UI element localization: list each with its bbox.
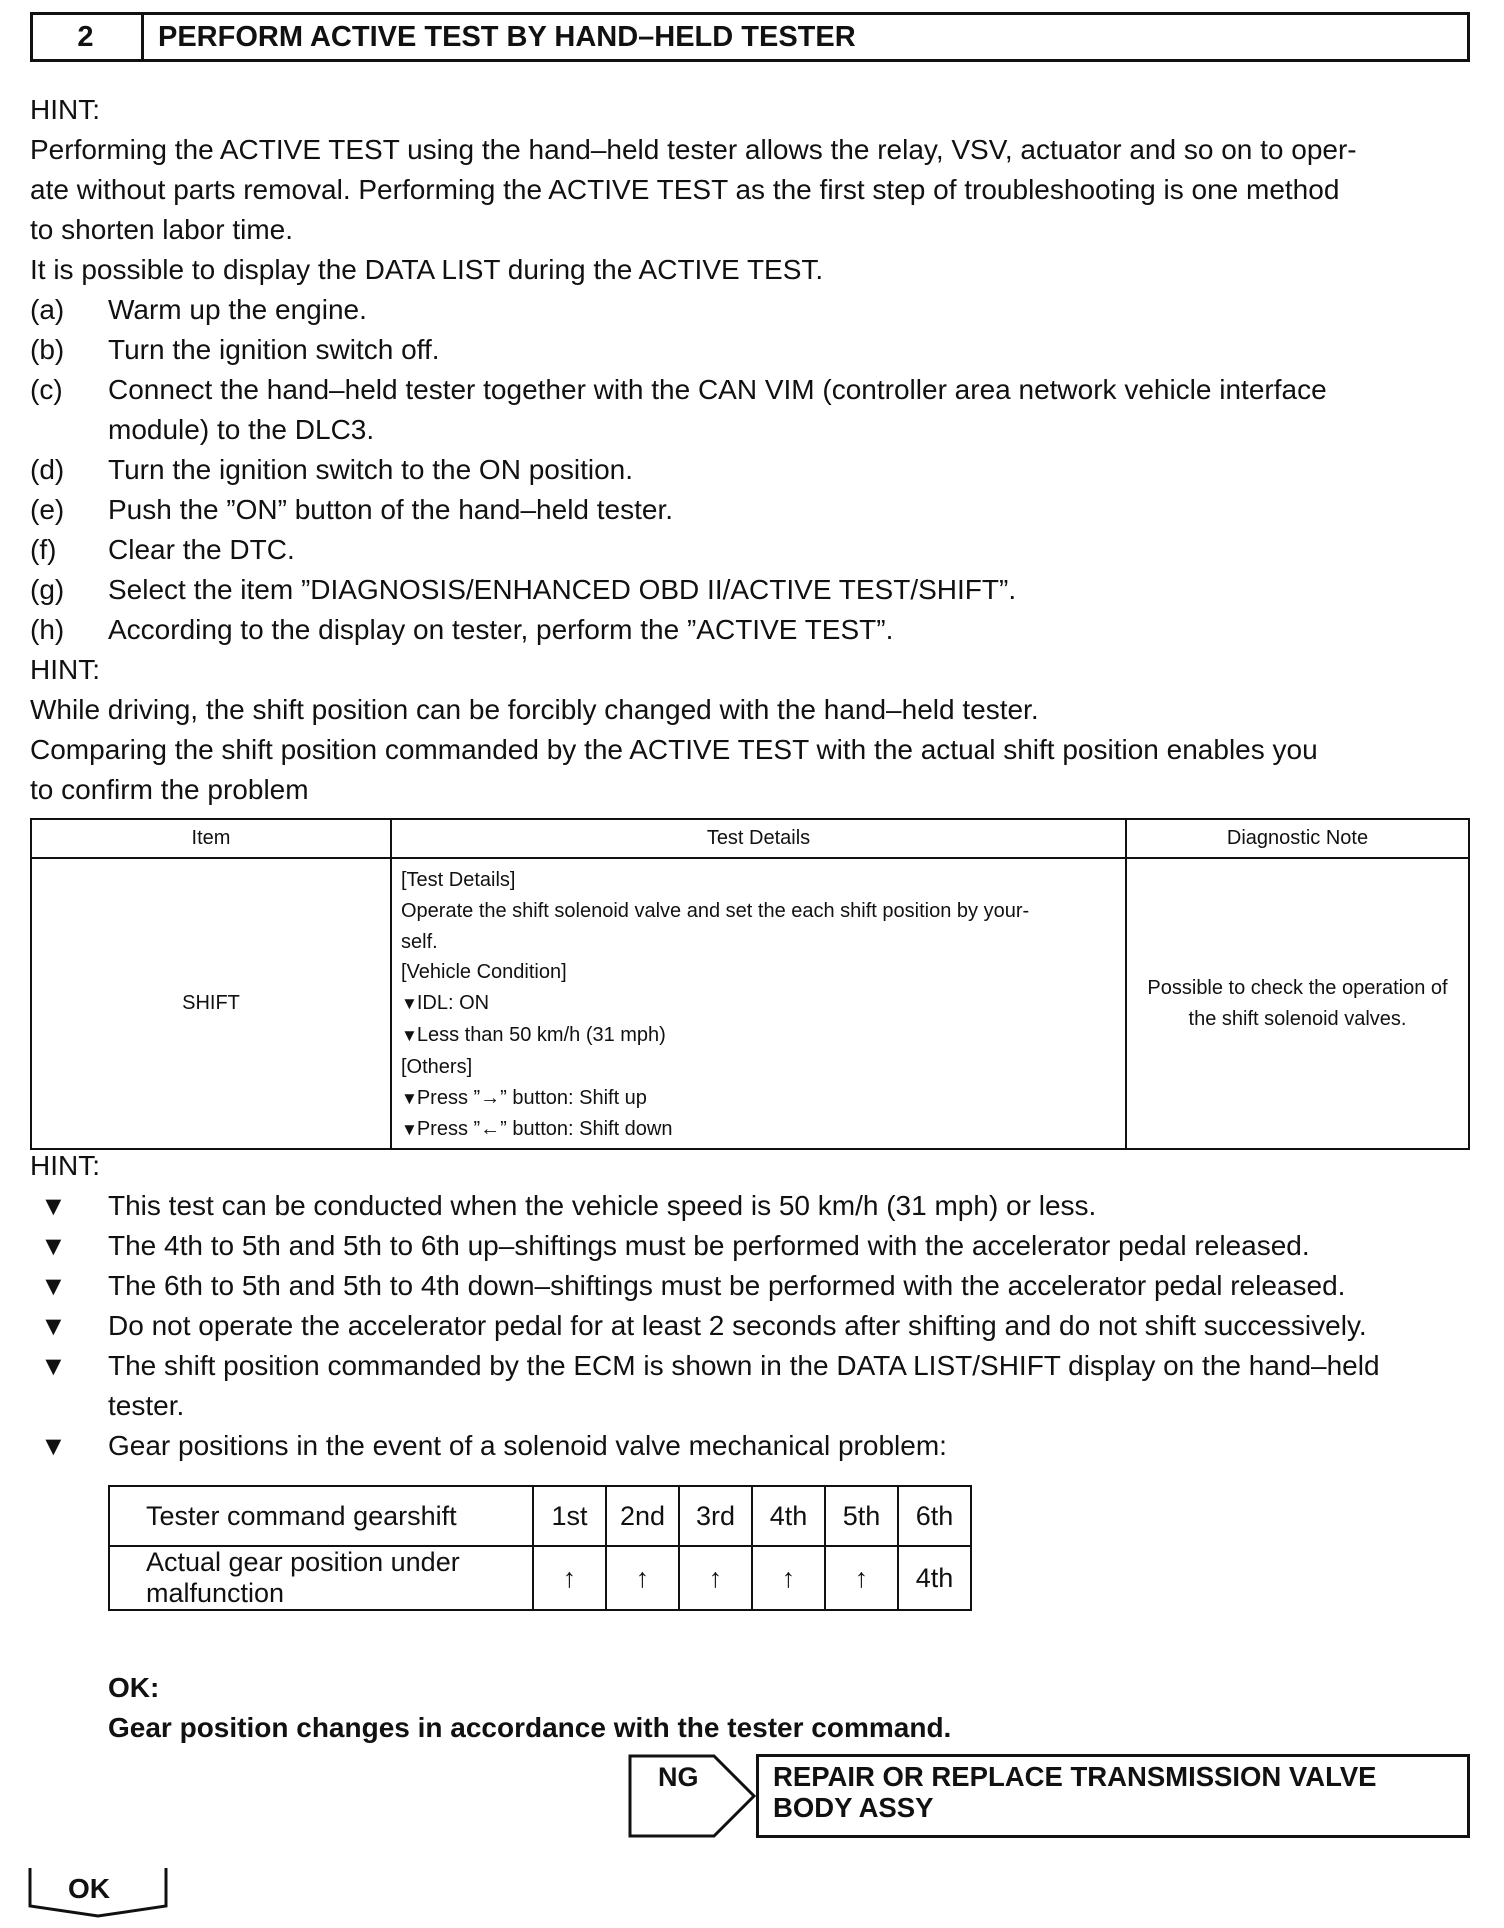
step-text: Push the ”ON” button of the hand–held tester. <box>108 494 674 525</box>
test-details-cell <box>391 858 1126 1149</box>
column-header: Test Details <box>391 819 1126 858</box>
hint-label: HINT: <box>30 654 100 685</box>
result-line: REPAIR OR REPLACE TRANSMISSION VALVE <box>773 1761 1377 1792</box>
step-text: Select the item ”DIAGNOSIS/ENHANCED OBD II/ACTIVE TEST/SHIFT”. <box>108 574 1017 605</box>
step-label: (d) <box>30 454 65 485</box>
intro-line: Performing the ACTIVE TEST using the hand–held tester allows the relay, VSV, actuator and so on to oper- <box>30 134 1357 165</box>
gear-cell: 1st <box>533 1486 606 1546</box>
hint-text: Comparing the shift position commanded by the ACTIVE TEST with the actual shift position enables you <box>30 734 1318 765</box>
step-label: (c) <box>30 374 63 405</box>
item-cell: SHIFT <box>31 858 391 1149</box>
bullet-triangle-icon: ▼ <box>401 994 413 1014</box>
bullet-triangle-icon: ▼ <box>40 1311 67 1341</box>
step-title: PERFORM ACTIVE TEST BY HAND–HELD TESTER <box>158 20 856 53</box>
step-text: Clear the DTC. <box>108 534 295 565</box>
detail-line: ▼ Press ”←” button: Shift down <box>401 1118 673 1141</box>
gear-cell: ↑ <box>533 1546 606 1610</box>
step-text: Connect the hand–held tester together with the CAN VIM (controller area network vehicle interface <box>108 374 1327 405</box>
bullet-text: Gear positions in the event of a solenoid valve mechanical problem: <box>108 1430 947 1461</box>
table-row <box>31 858 1469 1149</box>
gear-cell: 6th <box>898 1486 971 1546</box>
active-test-table <box>30 818 1470 1150</box>
bullet-triangle-icon: ▼ <box>40 1191 67 1221</box>
gear-cell: 5th <box>825 1486 898 1546</box>
bullet-text: The shift position commanded by the ECM is shown in the DATA LIST/SHIFT display on the hand–held <box>108 1350 1380 1381</box>
intro-line: ate without parts removal. Performing the ACTIVE TEST as the first step of troubleshooting is one method <box>30 174 1340 205</box>
diagnostic-note-cell: Possible to check the operation of the shift solenoid valves. <box>1126 858 1469 1149</box>
gear-cell: 4th <box>752 1486 825 1546</box>
bullet-text: This test can be conducted when the vehicle speed is 50 km/h (31 mph) or less. <box>108 1190 1097 1221</box>
gear-cell: 2nd <box>606 1486 679 1546</box>
ng-label: NG <box>658 1762 699 1792</box>
step-label: (g) <box>30 574 65 605</box>
intro-line: It is possible to display the DATA LIST during the ACTIVE TEST. <box>30 254 824 285</box>
hint-text: While driving, the shift position can be forcibly changed with the hand–held tester. <box>30 694 1039 725</box>
bullet-triangle-icon: ▼ <box>40 1431 67 1461</box>
bullet-triangle-icon: ▼ <box>401 1120 413 1140</box>
gear-cell: ↑ <box>606 1546 679 1610</box>
detail-line: self. <box>401 930 438 953</box>
column-header: Diagnostic Note <box>1126 819 1469 858</box>
gear-cell: ↑ <box>825 1546 898 1610</box>
step-label: (a) <box>30 294 65 325</box>
bullet-triangle-icon: ▼ <box>401 1025 413 1045</box>
step-text: Turn the ignition switch off. <box>108 334 440 365</box>
detail-line: ▼ Press ”→” button: Shift up <box>401 1086 647 1109</box>
step-label: (e) <box>30 494 65 525</box>
detail-line: Operate the shift solenoid valve and set the each shift position by your- <box>401 899 1030 922</box>
row-label: Tester command gearshift <box>109 1486 533 1546</box>
table-header-row <box>31 819 1469 858</box>
hint-label: HINT: <box>30 1150 100 1181</box>
gear-position-table <box>108 1485 972 1611</box>
hint-label: HINT: <box>30 94 100 125</box>
step-text: According to the display on tester, perform the ”ACTIVE TEST”. <box>108 614 894 645</box>
bullet-triangle-icon: ▼ <box>40 1231 67 1261</box>
step-label: (f) <box>30 534 57 565</box>
ok-flow-label: OK <box>68 1873 110 1904</box>
ok-text: Gear position changes in accordance with the tester command. <box>108 1712 952 1743</box>
bullet-text: The 6th to 5th and 5th to 4th down–shiftings must be performed with the accelerator pedal released. <box>108 1270 1346 1301</box>
detail-line: [Others] <box>401 1055 473 1078</box>
row-label: Actual gear position under malfunction <box>109 1546 533 1610</box>
step-text: Warm up the engine. <box>108 294 367 325</box>
repair-result-box <box>756 1754 1470 1838</box>
bullet-triangle-icon: ▼ <box>40 1271 67 1301</box>
detail-line: ▼ Less than 50 km/h (31 mph) <box>401 1023 666 1046</box>
result-line: BODY ASSY <box>773 1792 934 1823</box>
step-label: (h) <box>30 614 65 645</box>
detail-line: [Test Details] <box>401 869 516 891</box>
bullet-text: The 4th to 5th and 5th to 6th up–shiftings must be performed with the accelerator pedal released. <box>108 1230 1310 1261</box>
detail-line: [Vehicle Condition] <box>401 961 567 984</box>
bullet-text: Do not operate the accelerator pedal for at least 2 seconds after shifting and do not shift successively. <box>108 1310 1367 1341</box>
bullet-triangle-icon: ▼ <box>401 1088 413 1108</box>
intro-line: to shorten labor time. <box>30 214 294 245</box>
table-row <box>109 1546 971 1610</box>
step-label: (b) <box>30 334 65 365</box>
bullet-text: tester. <box>108 1390 185 1421</box>
gear-cell: 3rd <box>679 1486 752 1546</box>
detail-line: ▼ IDL: ON <box>401 992 490 1015</box>
hint-text: to confirm the problem <box>30 774 309 805</box>
column-header: Item <box>31 819 391 858</box>
gear-cell: ↑ <box>752 1546 825 1610</box>
ok-title: OK: <box>108 1672 160 1703</box>
bullet-triangle-icon: ▼ <box>40 1351 67 1381</box>
step-number: 2 <box>30 12 144 62</box>
table-row <box>109 1486 971 1546</box>
step-text: Turn the ignition switch to the ON position. <box>108 454 633 485</box>
step-text: module) to the DLC3. <box>108 414 375 445</box>
gear-cell: ↑ <box>679 1546 752 1610</box>
gear-cell: 4th <box>898 1546 971 1610</box>
